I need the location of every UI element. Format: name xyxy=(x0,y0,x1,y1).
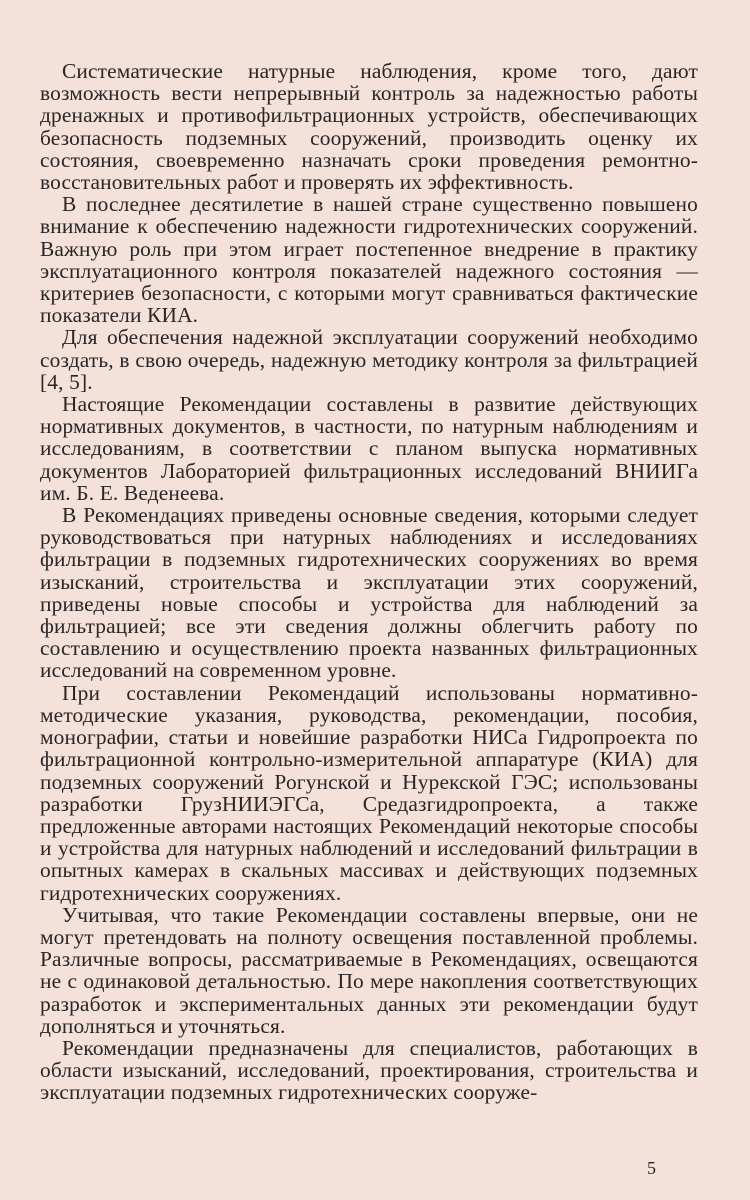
paragraph-8: Рекомендации предназначены для специалистов, работающих в области изысканий, исследований, проектирования, строительства и эксплуатации подземных гидротехнических сооруже- xyxy=(40,1035,698,1105)
paragraph-5: В Рекомендациях приведены основные сведения, которыми следует руководствоваться при натурных наблюдениях и исследованиях фильтрации в подземных гидротехнических сооружениях во время изысканий, строительства и эксплуатации этих сооружений, приведены новые способы и устройства для наблюдений за фильтрацией; все эти сведения должны облегчить работу по составлению и осуществлению проекта названных фильтрационных исследований на современном уровне. xyxy=(40,503,698,683)
paragraph-4: Настоящие Рекомендации составлены в развитие действующих нормативных документов, в частности, по натурным наблюдениям и исследованиям, в соответствии с планом выпуска нормативных документов Лабораторией фильтрационных исследований ВНИИГа им. Б. Е. Веденеева. xyxy=(40,392,698,505)
body-text xyxy=(40,60,698,1104)
page-number: 5 xyxy=(647,1158,656,1178)
paragraph-2: В последнее десятилетие в нашей стране существенно повышено внимание к обеспечению надежности гидротехнических сооружений. Важную роль при этом играет постепенное внедрение в практику эксплуатационного контроля показателей надежного состояния — критериев безопасности, с которыми могут сравниваться фактические показатели КИА. xyxy=(40,192,698,328)
paragraph-6: При составлении Рекомендаций использованы нормативно-методические указания, руководства, рекомендации, пособия, монографии, статьи и новейшие разработки НИСа Гидропроекта по фильтрационной контрольно-измерительной аппаратуре (КИА) для подземных сооружений Рогунской и Нурекской ГЭС; использованы разработки ГрузНИИЭГСа, Средазгидропроекта, а также предложенные авторами настоящих Рекомендаций некоторые способы и устройства для натурных наблюдений и исследований фильтрации в опытных камерах в скальных массивах и действующих подземных гидротехнических сооружениях. xyxy=(40,680,698,905)
paragraph-7: Учитывая, что такие Рекомендации составлены впервые, они не могут претендовать на полноту освещения поставленной проблемы. Различные вопросы, рассматриваемые в Рекомендациях, освещаются не с одинаковой детальностью. По мере накопления соответствующих разработок и экспериментальных данных эти рекомендации будут дополняться и уточняться. xyxy=(40,902,698,1038)
paragraph-3: Для обеспечения надежной эксплуатации сооружений необходимо создать, в свою очередь, надежную методику контроля за фильтрацией [4, 5]. xyxy=(40,325,698,394)
paragraph-1: Систематические натурные наблюдения, кроме того, дают возможность вести непрерывный контроль за надежностью работы дренажных и противофильтрационных устройств, обеспечивающих безопасность подземных сооружений, производить оценку их состояния, своевременно назначать сроки проведения ремонтно-восстановительных работ и проверять их эффективность. xyxy=(40,59,698,195)
